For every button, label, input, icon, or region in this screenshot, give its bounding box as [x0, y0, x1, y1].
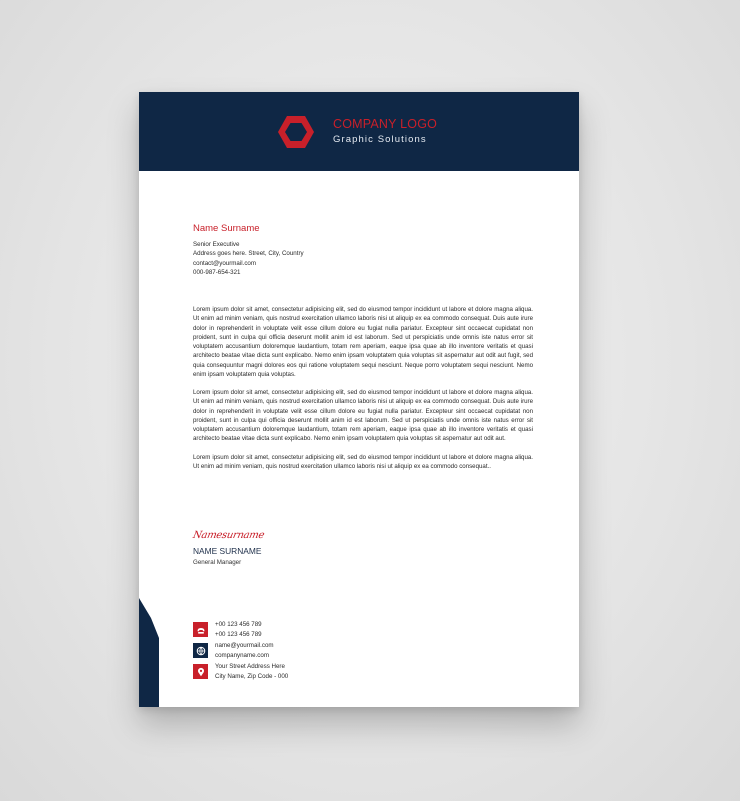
sender-phone: 000-987-654-321 [193, 269, 241, 277]
letterhead-header [139, 92, 579, 171]
phone-number-2: +00 123 456 789 [215, 630, 262, 638]
phone-number-1: +00 123 456 789 [215, 621, 262, 628]
body-paragraph: Lorem ipsum dolor sit amet, consectetur adipisicing elit, sed do eiusmod tempor incididunt ut labore et dolore magna aliqua. Ut enim ad minim veniam, quis nostrud exercitation ullamco laboris nisi ut aliquip ex ea commodo consequat. Duis aute irure dolor in reprehenderit in voluptate velit esse cillum dolore eu fugiat nulla pariatur. Excepteur sint occaecat cupidatat non proident, sunt in culpa qui officia deserunt mollit anim id est laborum. Sed ut perspiciatis unde omnis iste natus error sit voluptatem accusantium doloremque laudantium, totam rem aperiam, eaque ipsa quae ab illo inventore veritatis et quasi architecto beatae vitae dicta sunt explicabo. Nemo enim ipsam voluptatem quia voluptas sit aspernatur aut odit aut. [193, 389, 533, 443]
company-logo-subtitle: Graphic Solutions [333, 134, 427, 145]
letterhead-page [139, 92, 579, 707]
company-logo-title: COMPANY LOGO [333, 117, 438, 131]
footer-side-accent [139, 598, 159, 707]
sender-address: Address goes here. Street, City, Country [193, 250, 304, 258]
hexagon-logo-icon [276, 114, 316, 150]
street-address: Your Street Address Here [215, 663, 285, 670]
contact-website: companyname.com [215, 651, 269, 659]
city-zip: City Name, Zip Code - 000 [215, 672, 289, 680]
globe-icon [193, 643, 208, 658]
sender-email: contact@yourmail.com [193, 259, 257, 267]
body-paragraph: Lorem ipsum dolor sit amet, consectetur adipisicing elit, sed do eiusmod tempor incididunt ut labore et dolore magna aliqua. Ut enim ad minim veniam, quis nostrud exercitation ullamco laboris nisi ut aliquip ex ea commodo consequat. Duis aute irure dolor in reprehenderit in voluptate velit esse cillum dolore eu fugiat nulla pariatur. Excepteur sint occaecat cupidatat non proident, sunt in culpa qui officia deserunt mollit anim id est laborum. Sed ut perspiciatis unde omnis iste natus error sit voluptatem accusantium doloremque laudantium, totam rem aperiam, eaque ipsa quae ab illo inventore veritatis et quasi architecto beatae vitae dicta sunt explicabo. Nemo enim ipsam voluptatem quia voluptas sit aspernatur aut odit aut fugit, sed quia consequuntur magni dolores eos qui ratione voluptatem sequi nesciunt. Neque porro voluptatem sequi nesciunt. Nemo enim ipsam voluptatem quia voluptas. [193, 306, 533, 378]
contact-email: name@yourmail.com [215, 642, 274, 649]
phone-icon [193, 622, 208, 637]
signatory-name: NAME SURNAME [193, 546, 262, 556]
body-paragraph: Lorem ipsum dolor sit amet, consectetur adipisicing elit, sed do eiusmod tempor incididunt ut labore et dolore magna aliqua. Ut enim ad minim veniam, quis nostrud exercitation ullamco laboris nisi ut aliquip ex ea commodo consequat.. [193, 453, 533, 470]
location-pin-icon [193, 664, 208, 679]
handwritten-signature: Namesurname [191, 530, 266, 541]
letter-body [193, 305, 533, 480]
sender-position: Senior Executive [193, 241, 240, 248]
signature-block [193, 525, 264, 566]
sender-name: Name Surname [193, 223, 260, 234]
signatory-title: General Manager [193, 559, 242, 566]
sender-block [193, 223, 304, 278]
